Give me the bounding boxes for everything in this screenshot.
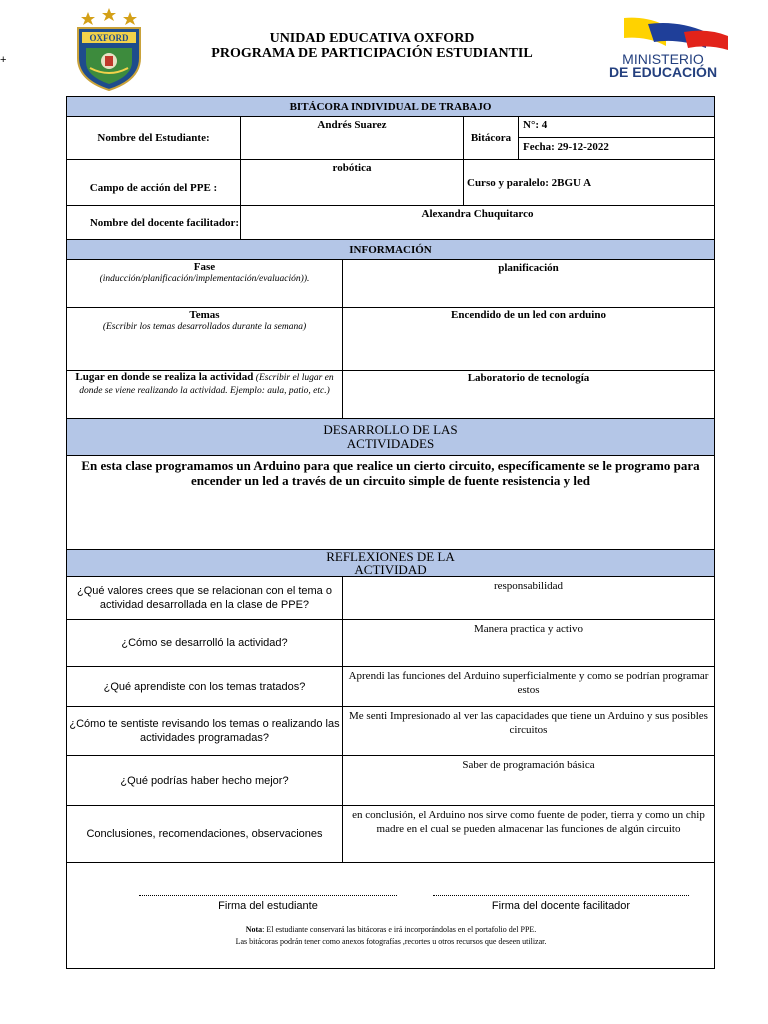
lugar-value[interactable]: Laboratorio de tecnología <box>343 371 715 419</box>
margin-cross-mark: + <box>0 54 7 66</box>
reflexion-answer[interactable]: responsabilidad <box>343 577 715 620</box>
ministry-line1: MINISTERIO <box>622 51 704 67</box>
fase-hint: (inducción/planificación/implementación/evaluación)). <box>99 274 310 284</box>
reflexion-answer[interactable]: Aprendi las funciones del Arduino superficialmente y como se podrían programar estos <box>343 667 715 707</box>
lugar-label: Lugar en donde se realiza la actividad <box>75 371 254 383</box>
course-value[interactable]: Curso y paralelo: 2BGU A <box>464 160 715 206</box>
ministerio-educacion-logo <box>588 14 738 80</box>
lugar-cell <box>67 371 343 419</box>
reflexion-question: ¿Cómo te sentiste revisando los temas o realizando las actividades programadas? <box>67 707 343 756</box>
docente-value[interactable]: Alexandra Chuquitarco <box>241 206 715 240</box>
firmas-section <box>67 863 715 969</box>
desarrollo-title-line2: ACTIVIDADES <box>346 436 435 451</box>
school-name: UNIDAD EDUCATIVA OXFORD <box>269 31 475 46</box>
fase-label: Fase <box>193 261 216 273</box>
reflexion-answer[interactable]: Saber de programación básica <box>343 756 715 806</box>
reflexiones-header <box>67 550 715 577</box>
form-title: BITÁCORA INDIVIDUAL DE TRABAJO <box>67 97 715 117</box>
bitacora-form <box>66 96 715 969</box>
note-label: Nota <box>245 925 263 934</box>
reflexion-question: ¿Cómo se desarrolló la actividad? <box>67 620 343 667</box>
crest-text: OXFORD <box>89 33 129 43</box>
bitacora-number[interactable]: N°: 4 <box>519 117 715 138</box>
oxford-crest-logo <box>72 6 146 92</box>
reflexion-question: ¿Qué aprendiste con los temas tratados? <box>67 667 343 707</box>
desarrollo-title-line1: DESARROLLO DE LAS <box>323 422 458 437</box>
temas-hint: (Escribir los temas desarrollados durante la semana) <box>102 322 307 332</box>
temas-value[interactable]: Encendido de un led con arduino <box>343 308 715 371</box>
reflexiones-title-line1: REFLEXIONES DE LA <box>326 549 455 564</box>
reflexion-question: Conclusiones, recomendaciones, observaciones <box>67 806 343 863</box>
teacher-signature-line[interactable] <box>433 894 689 896</box>
lugar-hint: (Escribir el lugar en donde se viene realizando la actividad. Ejemplo: aula, patio, etc.) <box>79 373 334 396</box>
reflexion-answer[interactable]: Manera practica y activo <box>343 620 715 667</box>
campo-label: Campo de acción del PPE : <box>67 160 241 206</box>
ministry-line2: DE EDUCACIÓN <box>608 64 718 80</box>
student-signature-label: Firma del estudiante <box>218 900 318 912</box>
reflexion-question: ¿Qué valores crees que se relacionan con el tema o actividad desarrollada en la clase de PPE? <box>67 577 343 620</box>
bitacora-date[interactable]: Fecha: 29-12-2022 <box>519 138 715 160</box>
student-name-value[interactable]: Andrés Suarez <box>241 117 464 160</box>
desarrollo-header <box>67 419 715 456</box>
student-name-label: Nombre del Estudiante: <box>67 117 241 160</box>
reflexion-question: ¿Qué podrías haber hecho mejor? <box>67 756 343 806</box>
bitacora-label: Bitácora <box>464 117 519 160</box>
reflexion-answer[interactable]: Me senti Impresionado al ver las capacidades que tiene un Arduino y sus posibles circuitos <box>343 707 715 756</box>
student-signature-line[interactable] <box>139 894 397 896</box>
informacion-header: INFORMACIÓN <box>67 240 715 260</box>
temas-label: Temas <box>189 309 220 321</box>
reflexion-answer[interactable]: en conclusión, el Arduino nos sirve como fuente de poder, tierra y como un chip madre en el cual se pueden almacenar las funciones de algún circuito <box>343 806 715 863</box>
note-line2: Las bitácoras podrán tener como anexos fotografías ,recortes u otros recursos que deseen utilizar. <box>235 937 547 946</box>
docente-label: Nombre del docente facilitador: <box>67 206 241 240</box>
campo-value[interactable]: robótica <box>241 160 464 206</box>
fase-cell <box>67 260 343 308</box>
desarrollo-text[interactable]: En esta clase programamos un Arduino para que realice un cierto circuito, específicamente se le programo para encender un led a través de un circuito simple de fuente resistencia y led <box>67 456 715 550</box>
temas-cell <box>67 308 343 371</box>
note-text: : El estudiante conservará las bitácoras e irá incorporándolas en el portafolio del PPE. <box>262 925 537 934</box>
note-line1 <box>67 924 715 935</box>
fase-value[interactable]: planificación <box>343 260 715 308</box>
reflexiones-title-line2: ACTIVIDAD <box>354 562 427 577</box>
teacher-signature-label: Firma del docente facilitador <box>491 900 631 912</box>
program-name: PROGRAMA DE PARTICIPACIÓN ESTUDIANTIL <box>211 46 533 61</box>
